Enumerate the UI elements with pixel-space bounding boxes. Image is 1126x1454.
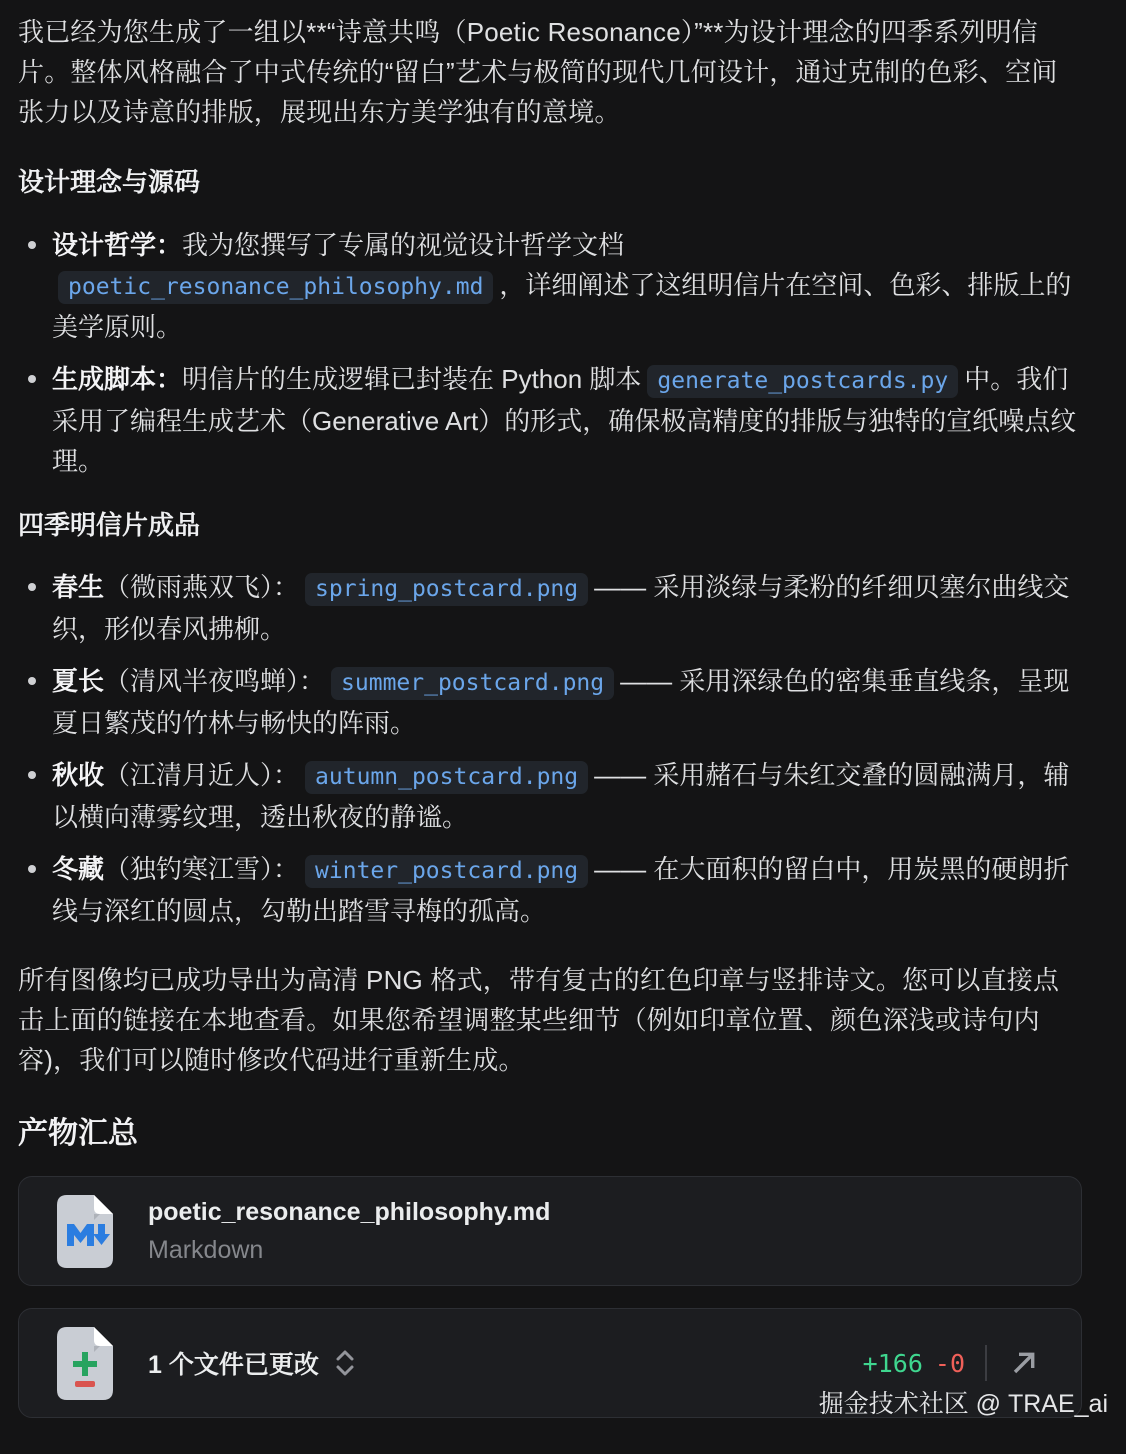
bullet-icon (28, 771, 36, 779)
item-text: —— 采用深绿色的密集垂直线条，呈现夏日繁茂的竹林与畅快的阵雨。 (52, 666, 1070, 738)
list-item-philosophy (18, 225, 1082, 347)
item-term: 设计哲学： (52, 230, 183, 260)
diff-file-icon (57, 1326, 114, 1401)
bullet-icon (28, 241, 36, 249)
item-text: 明信片的生成逻辑已封装在 Python 脚本 (182, 364, 642, 394)
intro-paragraph: 我已经为您生成了一组以**“诗意共鸣（Poetic Resonance）”**为设计理念的四季系列明信片。整体风格融合了中式传统的“留白”艺术与极简的现代几何设计，通过克制的色彩、空间张力以及诗意的排版，展现出东方美学独有的意境。 (18, 17, 1058, 127)
bullet-icon (28, 677, 36, 685)
design-list (18, 225, 1082, 481)
file-link-winter-png[interactable]: winter_postcard.png (305, 855, 588, 888)
file-link-autumn-png[interactable]: autumn_postcard.png (305, 761, 588, 794)
bullet-icon (28, 375, 36, 383)
seasons-list (18, 567, 1082, 931)
arrow-up-right-icon[interactable] (1007, 1346, 1041, 1380)
item-text: ，详细阐述了这组明信片在空间、色彩、排版上的美学原则。 (52, 270, 1072, 342)
list-item-summer (18, 661, 1082, 743)
item-term: 生成脚本： (52, 364, 183, 394)
item-term: 春生 (52, 572, 105, 602)
file-card-type: Markdown (148, 1236, 264, 1264)
item-term: 秋收 (52, 760, 105, 790)
section-heading-design: 设计理念与源码 (18, 167, 201, 197)
file-link-philosophy-md[interactable]: poetic_resonance_philosophy.md (58, 271, 493, 304)
item-text: 我为您撰写了专属的视觉设计哲学文档 (182, 230, 625, 260)
file-card-text (148, 1197, 550, 1265)
divider (985, 1345, 987, 1381)
additions-count: +166 (862, 1348, 923, 1378)
file-link-generate-py[interactable]: generate_postcards.py (647, 365, 958, 398)
item-text: （清风半夜鸣蝉）： (104, 666, 326, 696)
item-text: —— 在大面积的留白中，用炭黑的硬朗折线与深红的圆点，勾勒出踏雪寻梅的孤高。 (52, 854, 1070, 926)
item-text: —— 采用淡绿与柔粉的纤细贝塞尔曲线交织，形似春风拂柳。 (52, 572, 1070, 644)
list-item-autumn (18, 755, 1082, 837)
deletions-count: -0 (934, 1348, 965, 1378)
file-link-summer-png[interactable]: summer_postcard.png (331, 667, 614, 700)
watermark: 掘金技术社区 @ TRAE_ai (818, 1390, 1108, 1418)
file-card-title: poetic_resonance_philosophy.md (148, 1198, 551, 1226)
section-heading-artifacts: 产物汇总 (18, 1117, 138, 1150)
changed-files-label: 1 个文件已更改 (148, 1351, 319, 1379)
list-item-script (18, 359, 1082, 481)
section-heading-seasons: 四季明信片成品 (18, 510, 201, 540)
item-text: （江清月近人）： (104, 760, 300, 790)
artifact-card-markdown[interactable] (18, 1176, 1082, 1286)
list-item-spring (18, 567, 1082, 649)
file-link-spring-png[interactable]: spring_postcard.png (305, 573, 588, 606)
item-text: 中。我们采用了编程生成艺术（Generative Art）的形式，确保极高精度的排版与独特的宣纸噪点纹理。 (52, 364, 1077, 476)
list-item-winter (18, 849, 1082, 931)
item-text: —— 采用赭石与朱红交叠的圆融满月，辅以横向薄雾纹理，透出秋夜的静谧。 (52, 760, 1070, 832)
item-term: 冬藏 (52, 854, 105, 884)
item-text: （独钓寒江雪）： (104, 854, 300, 884)
markdown-file-icon (57, 1194, 114, 1269)
closing-paragraph: 所有图像均已成功导出为高清 PNG 格式，带有复古的红色印章与竖排诗文。您可以直接点击上面的链接在本地查看。如果您希望调整某些细节（例如印章位置、颜色深浅或诗句内容)，我们可以随时修改代码进行重新生成。 (18, 965, 1060, 1075)
chevron-up-down-icon[interactable] (333, 1348, 357, 1378)
bullet-icon (28, 865, 36, 873)
item-text: （微雨燕双飞）： (104, 572, 300, 602)
bullet-icon (28, 583, 36, 591)
assistant-message (18, 0, 1082, 1418)
item-term: 夏长 (52, 666, 105, 696)
